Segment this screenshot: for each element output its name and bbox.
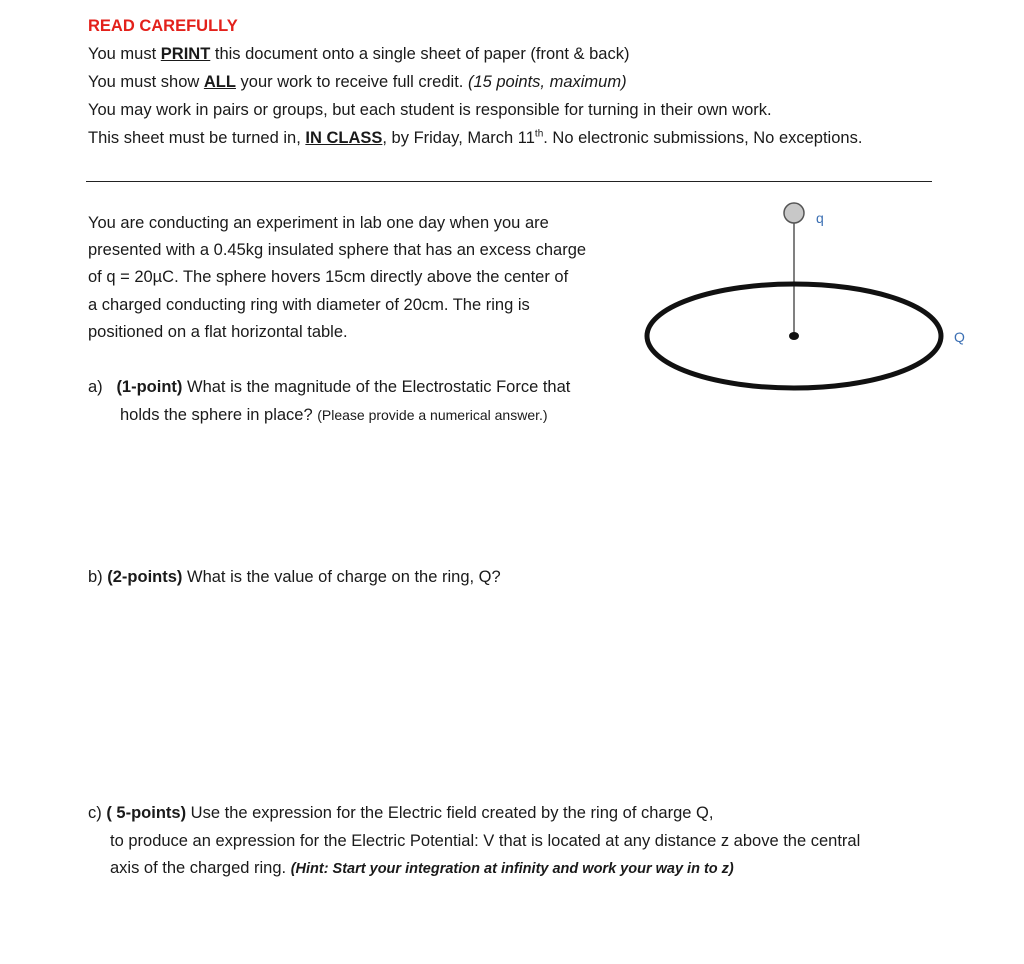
question-b-text: What is the value of charge on the ring, Q? bbox=[182, 568, 501, 586]
intro-line-2: presented with a 0.45kg insulated sphere that has an excess charge bbox=[88, 241, 587, 259]
instruction-due-c: , by Friday, March 11 bbox=[382, 129, 535, 147]
question-c-line2: to produce an expression for the Electric Potential: V that is located at any distance z above the central bbox=[110, 832, 861, 850]
question-c bbox=[88, 802, 713, 824]
points-max: (15 points, maximum) bbox=[467, 73, 627, 91]
question-b bbox=[88, 566, 501, 588]
header-divider bbox=[86, 181, 932, 182]
instruction-due-emph: IN CLASS bbox=[305, 129, 383, 147]
question-c-text: Use the expression for the Electric field created by the ring of charge Q, bbox=[186, 804, 714, 822]
intro-line-4: a charged conducting ring with diameter of 20cm. The ring is bbox=[88, 296, 530, 314]
question-c-points: ( 5-points) bbox=[106, 804, 187, 822]
question-c-line3 bbox=[110, 857, 734, 880]
instruction-print-a: You must bbox=[88, 45, 161, 63]
question-c-hint: (Hint: Start your integration at infinity and work your way in to z) bbox=[290, 861, 734, 877]
sphere-label: q bbox=[816, 210, 824, 226]
instruction-groups: You may work in pairs or groups, but each student is responsible for turning in their own work. bbox=[88, 101, 772, 119]
ring-sphere-diagram bbox=[636, 196, 976, 406]
question-c-text3: axis of the charged ring. bbox=[110, 859, 291, 877]
question-a bbox=[88, 376, 570, 398]
intro-line-3: of q = 20µC. The sphere hovers 15cm directly above the center of bbox=[88, 268, 569, 286]
instruction-print-emph: PRINT bbox=[160, 45, 211, 63]
question-a-note: (Please provide a numerical answer.) bbox=[317, 407, 548, 423]
question-b-marker: b) bbox=[88, 568, 103, 586]
question-a-points: (1-point) bbox=[116, 378, 183, 396]
instruction-show-a: You must show bbox=[88, 73, 204, 91]
ring-center-dot bbox=[789, 332, 799, 340]
instruction-show-emph: ALL bbox=[203, 73, 236, 91]
ring-label: Q bbox=[954, 329, 965, 345]
instruction-due-d: . No electronic submissions, No exceptions. bbox=[543, 129, 863, 147]
question-a-text: What is the magnitude of the Electrostatic Force that bbox=[182, 378, 571, 396]
question-a-cont bbox=[120, 404, 548, 426]
instruction-show-work bbox=[88, 71, 627, 93]
instruction-due-a: This sheet must be turned in, bbox=[88, 129, 306, 147]
question-c-marker: c) bbox=[88, 804, 102, 822]
intro-line-1: You are conducting an experiment in lab one day when you are bbox=[88, 214, 549, 232]
instruction-due-sup: th bbox=[534, 128, 544, 140]
question-a-marker: a) bbox=[88, 378, 103, 396]
instruction-print-c: this document onto a single sheet of paper (front & back) bbox=[210, 45, 630, 63]
instruction-show-c: your work to receive full credit. bbox=[235, 73, 468, 91]
question-b-points: (2-points) bbox=[107, 568, 183, 586]
instruction-due bbox=[88, 127, 862, 149]
intro-line-5: positioned on a flat horizontal table. bbox=[88, 323, 348, 341]
sphere-icon bbox=[784, 203, 804, 223]
instruction-print bbox=[88, 43, 629, 65]
read-carefully-heading: READ CAREFULLY bbox=[88, 17, 238, 35]
question-a-text2: holds the sphere in place? bbox=[120, 406, 318, 424]
